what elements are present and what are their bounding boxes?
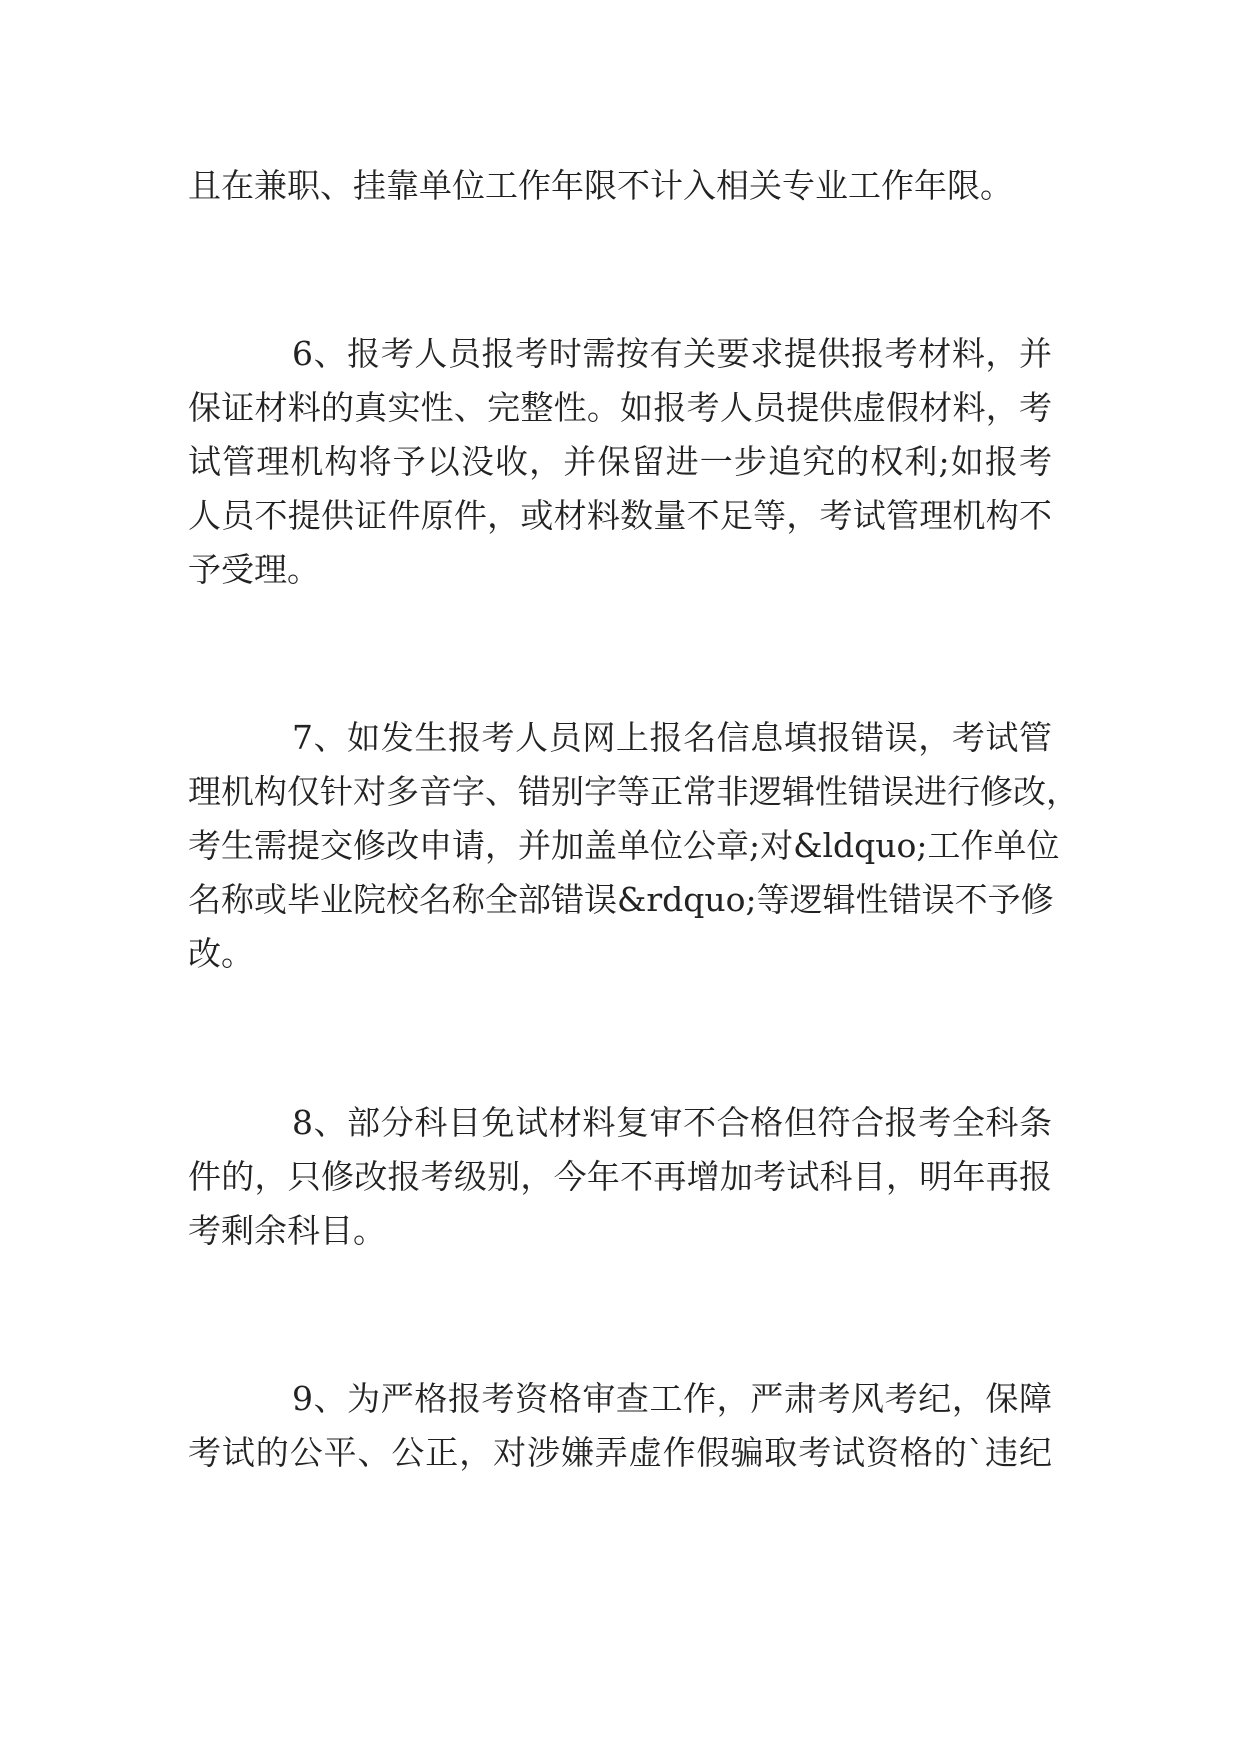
paragraph-7-line-2: 理机构仅针对多音字、错别字等正常非逻辑性错误进行修改， <box>188 772 1079 811</box>
paragraph-7-line-3: 考生需提交修改申请，并加盖单位公章;对&ldquo;工作单位 <box>188 826 1060 865</box>
paragraph-8-line-1: 8、部分科目免试材料复审不合格但符合报考全科条 <box>292 1103 1052 1142</box>
paragraph-8-line-2: 件的，只修改报考级别，今年不再增加考试科目，明年再报 <box>188 1157 1052 1196</box>
paragraph-6-line-4: 人员不提供证件原件，或材料数量不足等，考试管理机构不 <box>188 496 1052 535</box>
paragraph-8-line-3: 考剩余科目。 <box>188 1211 386 1250</box>
paragraph-9-line-2: 考试的公平、公正，对涉嫌弄虚作假骗取考试资格的`违纪 <box>188 1433 1052 1472</box>
paragraph-7-line-4: 名称或毕业院校名称全部错误&rdquo;等逻辑性错误不予修 <box>188 880 1054 919</box>
paragraph-5-line-1: 且在兼职、挂靠单位工作年限不计入相关专业工作年限。 <box>188 166 1013 205</box>
paragraph-6-line-5: 予受理。 <box>188 550 320 589</box>
paragraph-7-line-1: 7、如发生报考人员网上报名信息填报错误，考试管 <box>292 718 1052 757</box>
paragraph-6-line-1: 6、报考人员报考时需按有关要求提供报考材料，并 <box>292 334 1052 373</box>
paragraph-6-line-2: 保证材料的真实性、完整性。如报考人员提供虚假材料，考 <box>188 388 1052 427</box>
paragraph-6-line-3: 试管理机构将予以没收，并保留进一步追究的权利;如报考 <box>188 442 1052 481</box>
paragraph-7-line-5: 改。 <box>188 934 254 973</box>
paragraph-9-line-1: 9、为严格报考资格审查工作，严肃考风考纪，保障 <box>292 1379 1052 1418</box>
